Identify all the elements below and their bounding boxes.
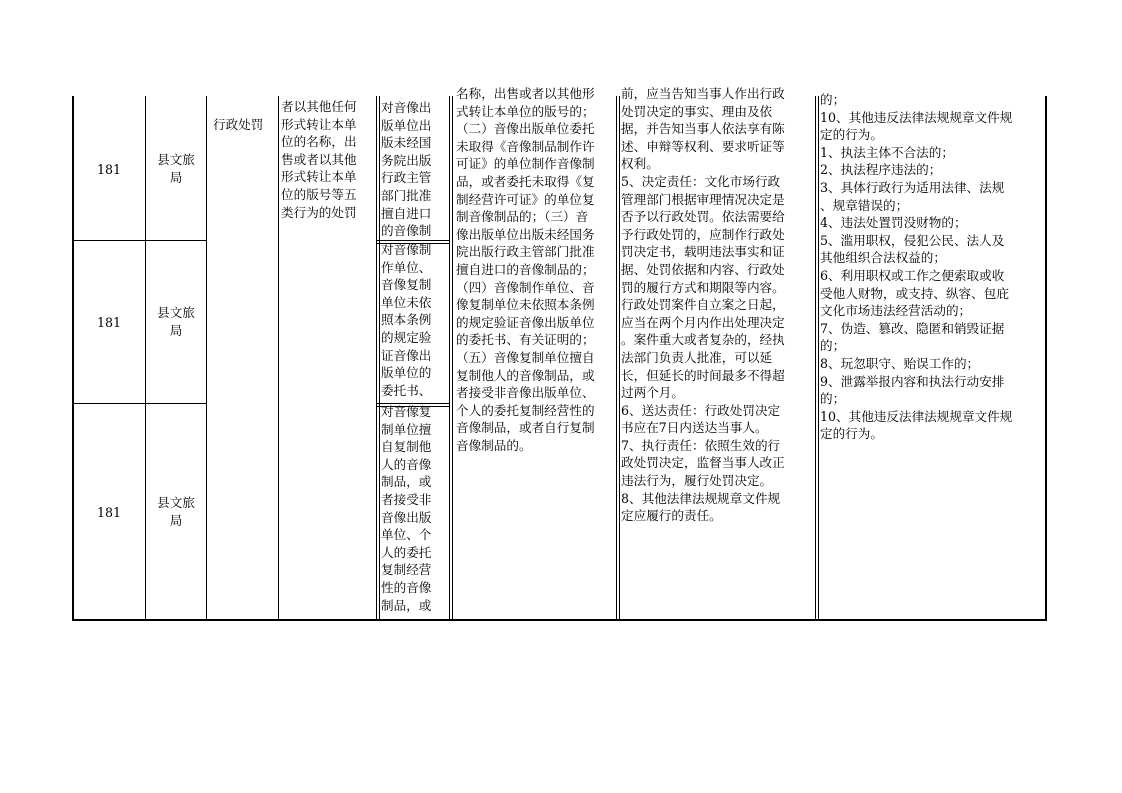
item-name bbox=[281, 98, 357, 221]
text-line: 长，但延长的时间最多不得超 bbox=[621, 367, 785, 383]
text-line: 定应履行的责任。 bbox=[621, 508, 722, 524]
text-line: 述、申辩等权利、要求听证等 bbox=[621, 138, 785, 154]
text-line: （二）音像出版单位委托 bbox=[456, 121, 595, 137]
text-line: 2、执法程序违法的； bbox=[820, 162, 942, 178]
text-line: 罚决定书，载明违法事实和证 bbox=[621, 244, 785, 260]
grid-line bbox=[379, 96, 380, 620]
grid-line bbox=[452, 96, 453, 620]
text-line: 音像复制 bbox=[381, 277, 432, 293]
text-line: 。案件重大或者复杂的，经执 bbox=[621, 332, 785, 348]
text-line: 的规定验 bbox=[381, 329, 432, 345]
text-line: 类行为的处罚 bbox=[281, 204, 357, 220]
responsibility-text bbox=[621, 85, 785, 525]
text-line: 务院出版 bbox=[381, 152, 432, 168]
text-line: 人的音像 bbox=[381, 456, 432, 472]
text-line: 擅自进口 bbox=[381, 205, 432, 221]
text-line: 照本条例 bbox=[381, 312, 432, 328]
text-line: 版单位的 bbox=[381, 365, 432, 381]
text-line: 制单位擅 bbox=[381, 421, 432, 437]
text-line: 者接受非 bbox=[381, 491, 432, 507]
text-line: 者接受非音像出版单位、 bbox=[456, 385, 595, 401]
text-line: 书应在7日内送达当事人。 bbox=[621, 420, 768, 436]
text-line: 制品，或 bbox=[381, 474, 432, 490]
text-line: 5、滥用职权，侵犯公民、法人及 bbox=[820, 232, 1005, 248]
text-line: 制音像制品的；（三）音 bbox=[456, 209, 589, 225]
text-line: 的； bbox=[820, 391, 846, 407]
text-line: 像复制单位未依照本条例 bbox=[456, 297, 595, 313]
text-line: 对音像制 bbox=[381, 242, 432, 257]
text-line: 版未经国 bbox=[381, 135, 432, 151]
text-line: 人的委托 bbox=[381, 544, 432, 560]
text-line: 单位未依 bbox=[381, 294, 432, 310]
text-line: 、规章错误的； bbox=[820, 197, 909, 213]
grid-line bbox=[616, 96, 617, 620]
text-line: 应当在两个月内作出处理决定 bbox=[621, 314, 785, 330]
row-department: 县文旅 局 bbox=[157, 305, 195, 338]
grid-line bbox=[72, 240, 206, 241]
grid-line bbox=[145, 96, 146, 620]
row-department: 县文旅 局 bbox=[157, 152, 195, 185]
text-line: 形式转让本单 bbox=[281, 169, 357, 185]
text-line: 7、执行责任：依照生效的行 bbox=[621, 437, 781, 453]
text-line: 复制经营 bbox=[381, 562, 432, 578]
text-line: 式转让本单位的版号的； bbox=[456, 103, 595, 119]
text-line: 前，应当告知当事人作出行政 bbox=[621, 86, 785, 101]
text-line: 像出版单位出版未经国务 bbox=[456, 226, 595, 242]
text-line: 作单位、 bbox=[381, 259, 432, 275]
row-seq: 181 bbox=[96, 162, 122, 177]
text-line: 音像出版 bbox=[381, 509, 432, 525]
text-line: 定的行为。 bbox=[820, 426, 883, 442]
text-line: 8、玩忽职守、贻误工作的； bbox=[820, 355, 980, 371]
sub-item-text bbox=[381, 403, 431, 614]
grid-line bbox=[376, 96, 377, 620]
text-line: 处罚决定的事实、理由及依 bbox=[621, 103, 773, 119]
sub-item-cell bbox=[381, 244, 449, 403]
text-line: 的音像制 bbox=[381, 223, 432, 239]
legal-basis-cell bbox=[454, 86, 616, 619]
text-line: 的； bbox=[820, 92, 846, 107]
grid-line bbox=[449, 96, 450, 620]
text-line: 予行政处罚的，应制作行政处 bbox=[621, 226, 785, 242]
text-line: 1、执法主体不合法的； bbox=[820, 144, 954, 160]
text-line: 对音像复 bbox=[381, 404, 432, 419]
sub-item-cell bbox=[381, 404, 449, 619]
text-line: 品，或者委托未取得《复 bbox=[456, 173, 595, 189]
sub-item-text bbox=[381, 99, 431, 240]
text-line: 其他组织合法权益的； bbox=[820, 250, 946, 266]
text-line: 3、具体行政行为适用法律、法规 bbox=[820, 179, 1005, 195]
text-line: 单位、个 bbox=[381, 527, 432, 543]
text-line: 10、其他违反法律法规规章文件规 bbox=[820, 408, 1013, 424]
grid-line bbox=[278, 96, 279, 620]
row-department: 县文旅 局 bbox=[157, 495, 195, 528]
text-line: 者以其他任何 bbox=[281, 99, 357, 114]
text-line: 对音像出 bbox=[381, 100, 432, 115]
text-line: 证音像出 bbox=[381, 347, 432, 363]
text-line: 复制他人的音像制品，或 bbox=[456, 367, 595, 383]
text-line: 据，并告知当事人依法享有陈 bbox=[621, 121, 785, 137]
text-line: 位的名称，出 bbox=[281, 134, 357, 150]
text-line: 6、送达责任：行政处罚决定 bbox=[621, 402, 781, 418]
accountability-cell bbox=[820, 92, 1044, 619]
text-line: 法部门负责人批准，可以延 bbox=[621, 349, 773, 365]
text-line: 行政处罚案件自立案之日起， bbox=[621, 297, 785, 313]
text-line: 文化市场违法经营活动的； bbox=[820, 303, 972, 319]
text-line: 的规定验证音像出版单位 bbox=[456, 314, 595, 330]
responsibility-cell bbox=[621, 86, 815, 619]
row-seq: 181 bbox=[96, 315, 122, 330]
text-line: 擅自进口的音像制品的； bbox=[456, 261, 595, 277]
text-line: 8、其他法律法规规章文件规 bbox=[621, 490, 781, 506]
legal-basis-text bbox=[456, 85, 595, 454]
text-line: 定的行为。 bbox=[820, 127, 883, 143]
text-line: 6、利用职权或工作之便索取或收 bbox=[820, 267, 1005, 283]
grid-line bbox=[206, 96, 207, 620]
text-line: 版单位出 bbox=[381, 117, 432, 133]
grid-line bbox=[818, 96, 819, 620]
text-line: 个人的委托复制经营性的 bbox=[456, 402, 595, 418]
row-seq: 181 bbox=[96, 505, 122, 520]
text-line: 性的音像 bbox=[381, 579, 432, 595]
text-line: 政处罚决定，监督当事人改正 bbox=[621, 455, 785, 471]
text-line: 制品，或 bbox=[381, 597, 432, 613]
sub-item-text bbox=[381, 241, 431, 399]
text-line: 的； bbox=[820, 338, 846, 354]
text-line: （四）音像制作单位、音 bbox=[456, 279, 595, 295]
text-line: 未取得《音像制品制作许 bbox=[456, 138, 595, 154]
text-line: 制经营许可证》的单位复 bbox=[456, 191, 595, 207]
accountability-text bbox=[820, 91, 1012, 443]
text-line: 自复制他 bbox=[381, 439, 432, 455]
sub-item-cell bbox=[381, 97, 449, 240]
text-line: 罚的履行方式和期限等内容。 bbox=[621, 279, 785, 295]
grid-line bbox=[72, 619, 1047, 621]
power-category: 行政处罚 bbox=[213, 117, 264, 132]
text-line: 据、处罚依据和内容、行政处 bbox=[621, 261, 785, 277]
text-line: 行政主管 bbox=[381, 170, 432, 186]
grid-line bbox=[815, 96, 816, 620]
text-line: 5、决定责任：文化市场行政 bbox=[621, 173, 781, 189]
text-line: （五）音像复制单位擅自 bbox=[456, 349, 595, 365]
text-line: 部门批准 bbox=[381, 187, 432, 203]
text-line: 否予以行政处罚。依法需要给 bbox=[621, 209, 785, 225]
text-line: 违法行为，履行处罚决定。 bbox=[621, 473, 773, 489]
text-line: 的委托书、有关证明的； bbox=[456, 332, 595, 348]
grid-line bbox=[72, 403, 206, 404]
text-line: 10、其他违反法律法规规章文件规 bbox=[820, 109, 1013, 125]
text-line: 过两个月。 bbox=[621, 385, 684, 401]
text-line: 7、伪造、篡改、隐匿和销毁证据 bbox=[820, 320, 1005, 336]
text-line: 音像制品的。 bbox=[456, 437, 532, 453]
text-line: 音像制品，或者自行复制 bbox=[456, 420, 595, 436]
text-line: 售或者以其他 bbox=[281, 151, 357, 167]
item-name-cell bbox=[281, 96, 376, 236]
grid-line bbox=[1045, 96, 1047, 620]
text-line: 院出版行政主管部门批准 bbox=[456, 244, 595, 260]
text-line: 4、违法处置罚没财物的； bbox=[820, 215, 967, 231]
text-line: 可证》的单位制作音像制 bbox=[456, 156, 595, 172]
text-line: 形式转让本单 bbox=[281, 116, 357, 132]
text-line: 受他人财物，或支持、纵容、包庇 bbox=[820, 285, 1009, 301]
text-line: 位的版号等五 bbox=[281, 186, 357, 202]
text-line: 名称，出售或者以其他形 bbox=[456, 86, 595, 101]
text-line: 权利。 bbox=[621, 156, 659, 172]
grid-line bbox=[619, 96, 620, 620]
text-line: 9、泄露举报内容和执法行动安排 bbox=[820, 373, 1005, 389]
text-line: 管理部门根据审理情况决定是 bbox=[621, 191, 785, 207]
text-line: 委托书、 bbox=[381, 382, 432, 398]
